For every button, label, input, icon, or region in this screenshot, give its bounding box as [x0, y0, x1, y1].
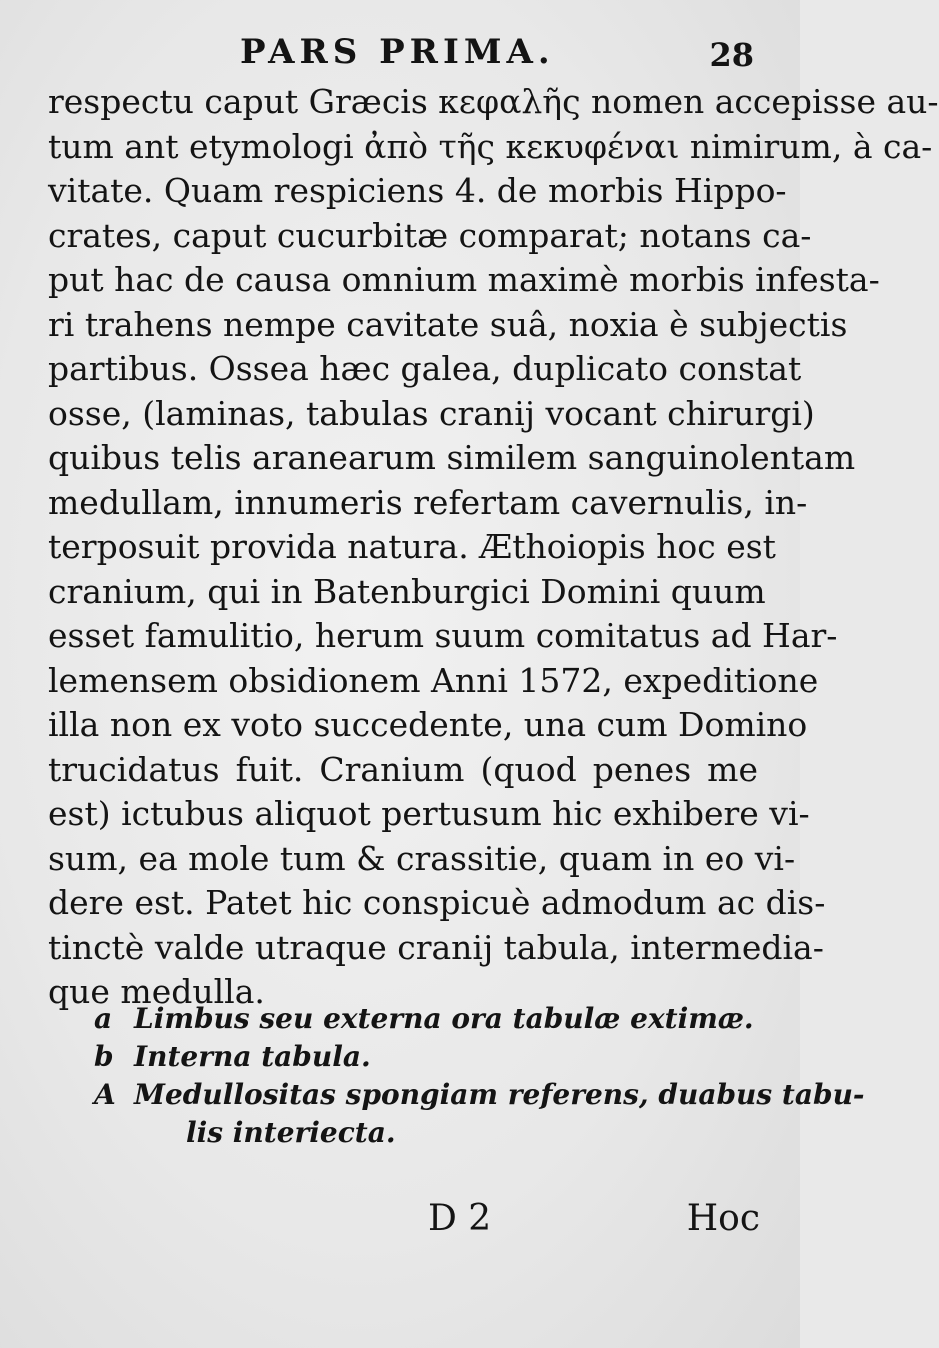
- catchword: Hoc: [686, 1198, 760, 1239]
- text-line: dere est. Patet hic conspicuè admodum ac dis-: [48, 883, 826, 922]
- text-line: trucidatus fuit. Cranium (quod penes me: [48, 749, 758, 789]
- text-line: cranium, qui in Batenburgici Domini quum: [48, 571, 766, 611]
- text-line: medullam, innumeris refertam cavernulis, in-: [48, 482, 808, 522]
- legend-continuation: lis interiecta.: [186, 1116, 396, 1149]
- legend-key: A: [94, 1078, 116, 1111]
- page-number: 28: [709, 36, 754, 74]
- page-footer: [0, 1190, 800, 1250]
- text-line: partibus. Ossea hæc galea, duplicato constat: [48, 349, 802, 388]
- text-line: ri trahens nempe cavitate suâ, noxia è subjectis: [48, 304, 848, 344]
- text-line: respectu caput Græcis κεφαλῆς nomen accepisse au-: [48, 82, 939, 121]
- legend-text: Limbus seu externa ora tabulæ extimæ.: [134, 1002, 754, 1035]
- text-line: vitate. Quam respiciens 4. de morbis Hippo-: [48, 171, 787, 210]
- body-text: [48, 80, 939, 1015]
- legend-key: b: [94, 1040, 114, 1073]
- legend-item: [94, 1076, 865, 1114]
- text-line: tum ant etymologi ἀπὸ τῆς κεκυφέναι nimirum, à ca-: [48, 126, 933, 166]
- legend-item: [94, 1038, 754, 1076]
- text-line: esset famulitio, herum suum comitatus ad Har-: [48, 616, 838, 655]
- page-header: [0, 26, 800, 86]
- text-line: osse, (laminas, tabulas cranij vocant chirurgi): [48, 393, 815, 433]
- signature-mark: D 2: [428, 1198, 492, 1239]
- text-line: illa non ex voto succedente, una cum Domino: [48, 705, 808, 744]
- text-line: quibus telis aranearum similem sanguinolentam: [48, 438, 856, 477]
- text-line: put hac de causa omnium maximè morbis infesta-: [48, 260, 880, 299]
- running-head: PARS PRIMA.: [240, 32, 555, 72]
- text-line: crates, caput cucurbitæ comparat; notans ca-: [48, 215, 812, 255]
- legend-text: Interna tabula.: [134, 1040, 371, 1073]
- text-line: terposuit provida natura. Æthoiopis hoc est: [48, 527, 776, 566]
- text-line: est) ictubus aliquot pertusum hic exhibere vi-: [48, 794, 810, 833]
- figure-legend: [94, 1000, 865, 1152]
- text-line: tinctè valde utraque cranij tabula, intermedia-: [48, 927, 824, 967]
- legend-text: Medullositas spongiam referens, duabus tabu-: [134, 1078, 865, 1111]
- legend-item: [94, 1000, 754, 1038]
- text-line: sum, ea mole tum & crassitie, quam in eo vi-: [48, 838, 796, 878]
- legend-key: a: [94, 1002, 113, 1035]
- text-line: que medulla.: [48, 972, 265, 1011]
- text-line: lemensem obsidionem Anni 1572, expeditione: [48, 660, 819, 700]
